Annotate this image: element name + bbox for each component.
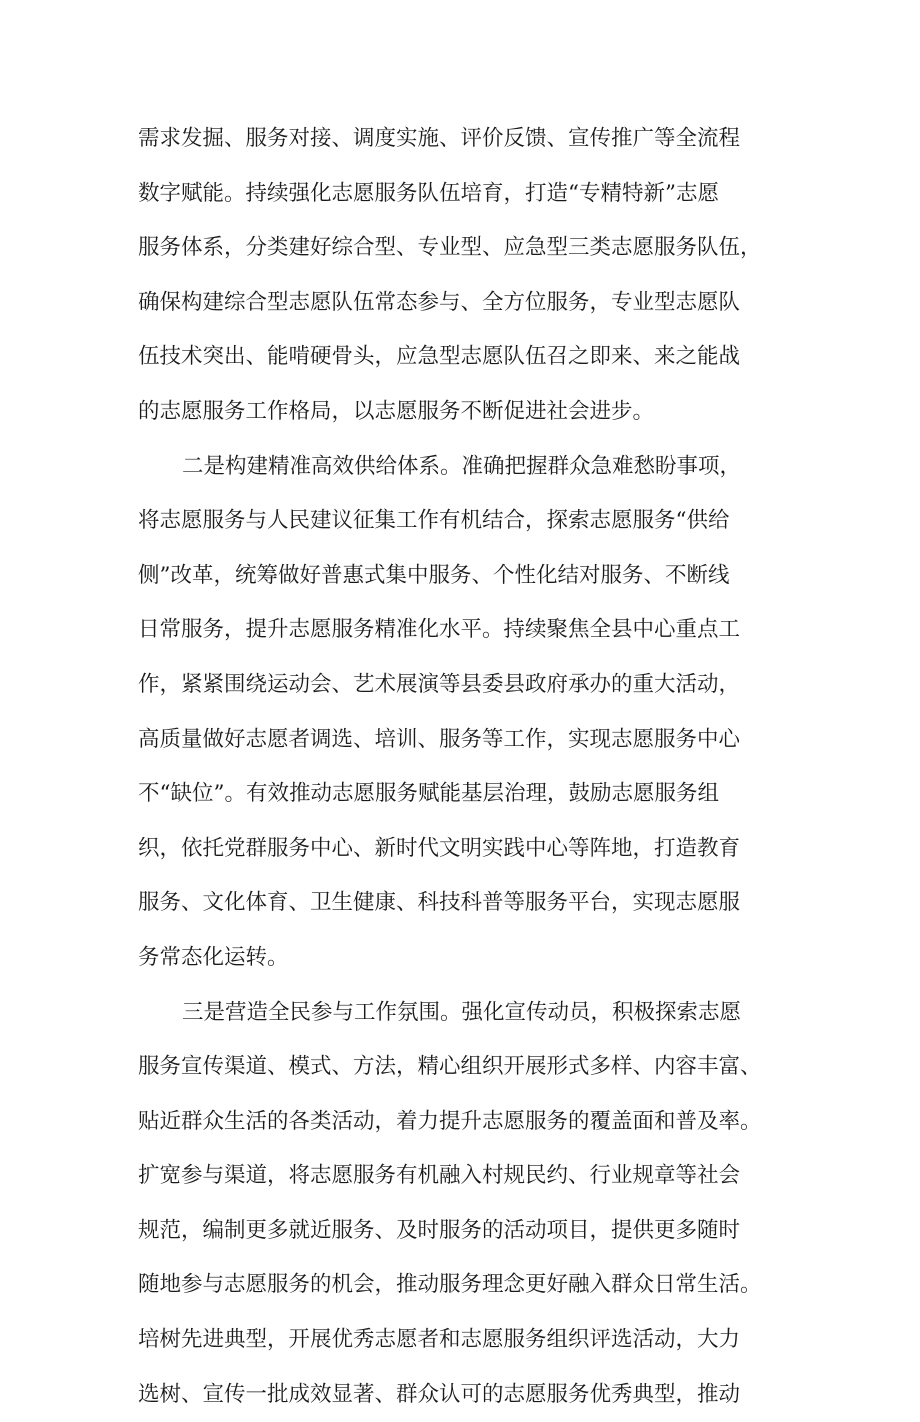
text-line: 三是营造全民参与工作氛围。强化宣传动员，积极探索志愿 bbox=[138, 986, 798, 1041]
text-line: 规范，编制更多就近服务、及时服务的活动项目，提供更多随时 bbox=[138, 1204, 798, 1259]
text-line: 贴近群众生活的各类活动，着力提升志愿服务的覆盖面和普及率。 bbox=[138, 1095, 798, 1150]
text-line: 二是构建精准高效供给体系。准确把握群众急难愁盼事项， bbox=[138, 440, 798, 495]
text-line: 不“缺位”。有效推动志愿服务赋能基层治理，鼓励志愿服务组 bbox=[138, 767, 798, 822]
text-line: 培树先进典型，开展优秀志愿者和志愿服务组织评选活动，大力 bbox=[138, 1313, 798, 1368]
text-line: 织，依托党群服务中心、新时代文明实践中心等阵地，打造教育 bbox=[138, 822, 798, 877]
text-line: 的志愿服务工作格局，以志愿服务不断促进社会进步。 bbox=[138, 385, 798, 440]
text-line: 确保构建综合型志愿队伍常态参与、全方位服务，专业型志愿队 bbox=[138, 276, 798, 331]
text-line: 伍技术突出、能啃硬骨头，应急型志愿队伍召之即来、来之能战 bbox=[138, 330, 798, 385]
text-line: 选树、宣传一批成效显著、群众认可的志愿服务优秀典型，推动 bbox=[138, 1368, 798, 1422]
text-line: 侧”改革，统筹做好普惠式集中服务、个性化结对服务、不断线 bbox=[138, 549, 798, 604]
paragraph-1 bbox=[138, 112, 798, 440]
text-line: 随地参与志愿服务的机会，推动服务理念更好融入群众日常生活。 bbox=[138, 1258, 798, 1313]
text-line: 高质量做好志愿者调选、培训、服务等工作，实现志愿服务中心 bbox=[138, 713, 798, 768]
text-line: 作，紧紧围绕运动会、艺术展演等县委县政府承办的重大活动， bbox=[138, 658, 798, 713]
text-line: 务常态化运转。 bbox=[138, 931, 798, 986]
text-line: 将志愿服务与人民建议征集工作有机结合，探索志愿服务“供给 bbox=[138, 494, 798, 549]
text-line: 服务、文化体育、卫生健康、科技科普等服务平台，实现志愿服 bbox=[138, 876, 798, 931]
text-line: 扩宽参与渠道，将志愿服务有机融入村规民约、行业规章等社会 bbox=[138, 1149, 798, 1204]
paragraph-3 bbox=[138, 986, 798, 1422]
text-line: 日常服务，提升志愿服务精准化水平。持续聚焦全县中心重点工 bbox=[138, 603, 798, 658]
text-line: 需求发掘、服务对接、调度实施、评价反馈、宣传推广等全流程 bbox=[138, 112, 798, 167]
text-line: 数字赋能。持续强化志愿服务队伍培育，打造“专精特新”志愿 bbox=[138, 167, 798, 222]
document-body bbox=[138, 112, 798, 1422]
text-line: 服务体系，分类建好综合型、专业型、应急型三类志愿服务队伍， bbox=[138, 221, 798, 276]
text-line: 服务宣传渠道、模式、方法，精心组织开展形式多样、内容丰富、 bbox=[138, 1040, 798, 1095]
paragraph-2 bbox=[138, 440, 798, 986]
